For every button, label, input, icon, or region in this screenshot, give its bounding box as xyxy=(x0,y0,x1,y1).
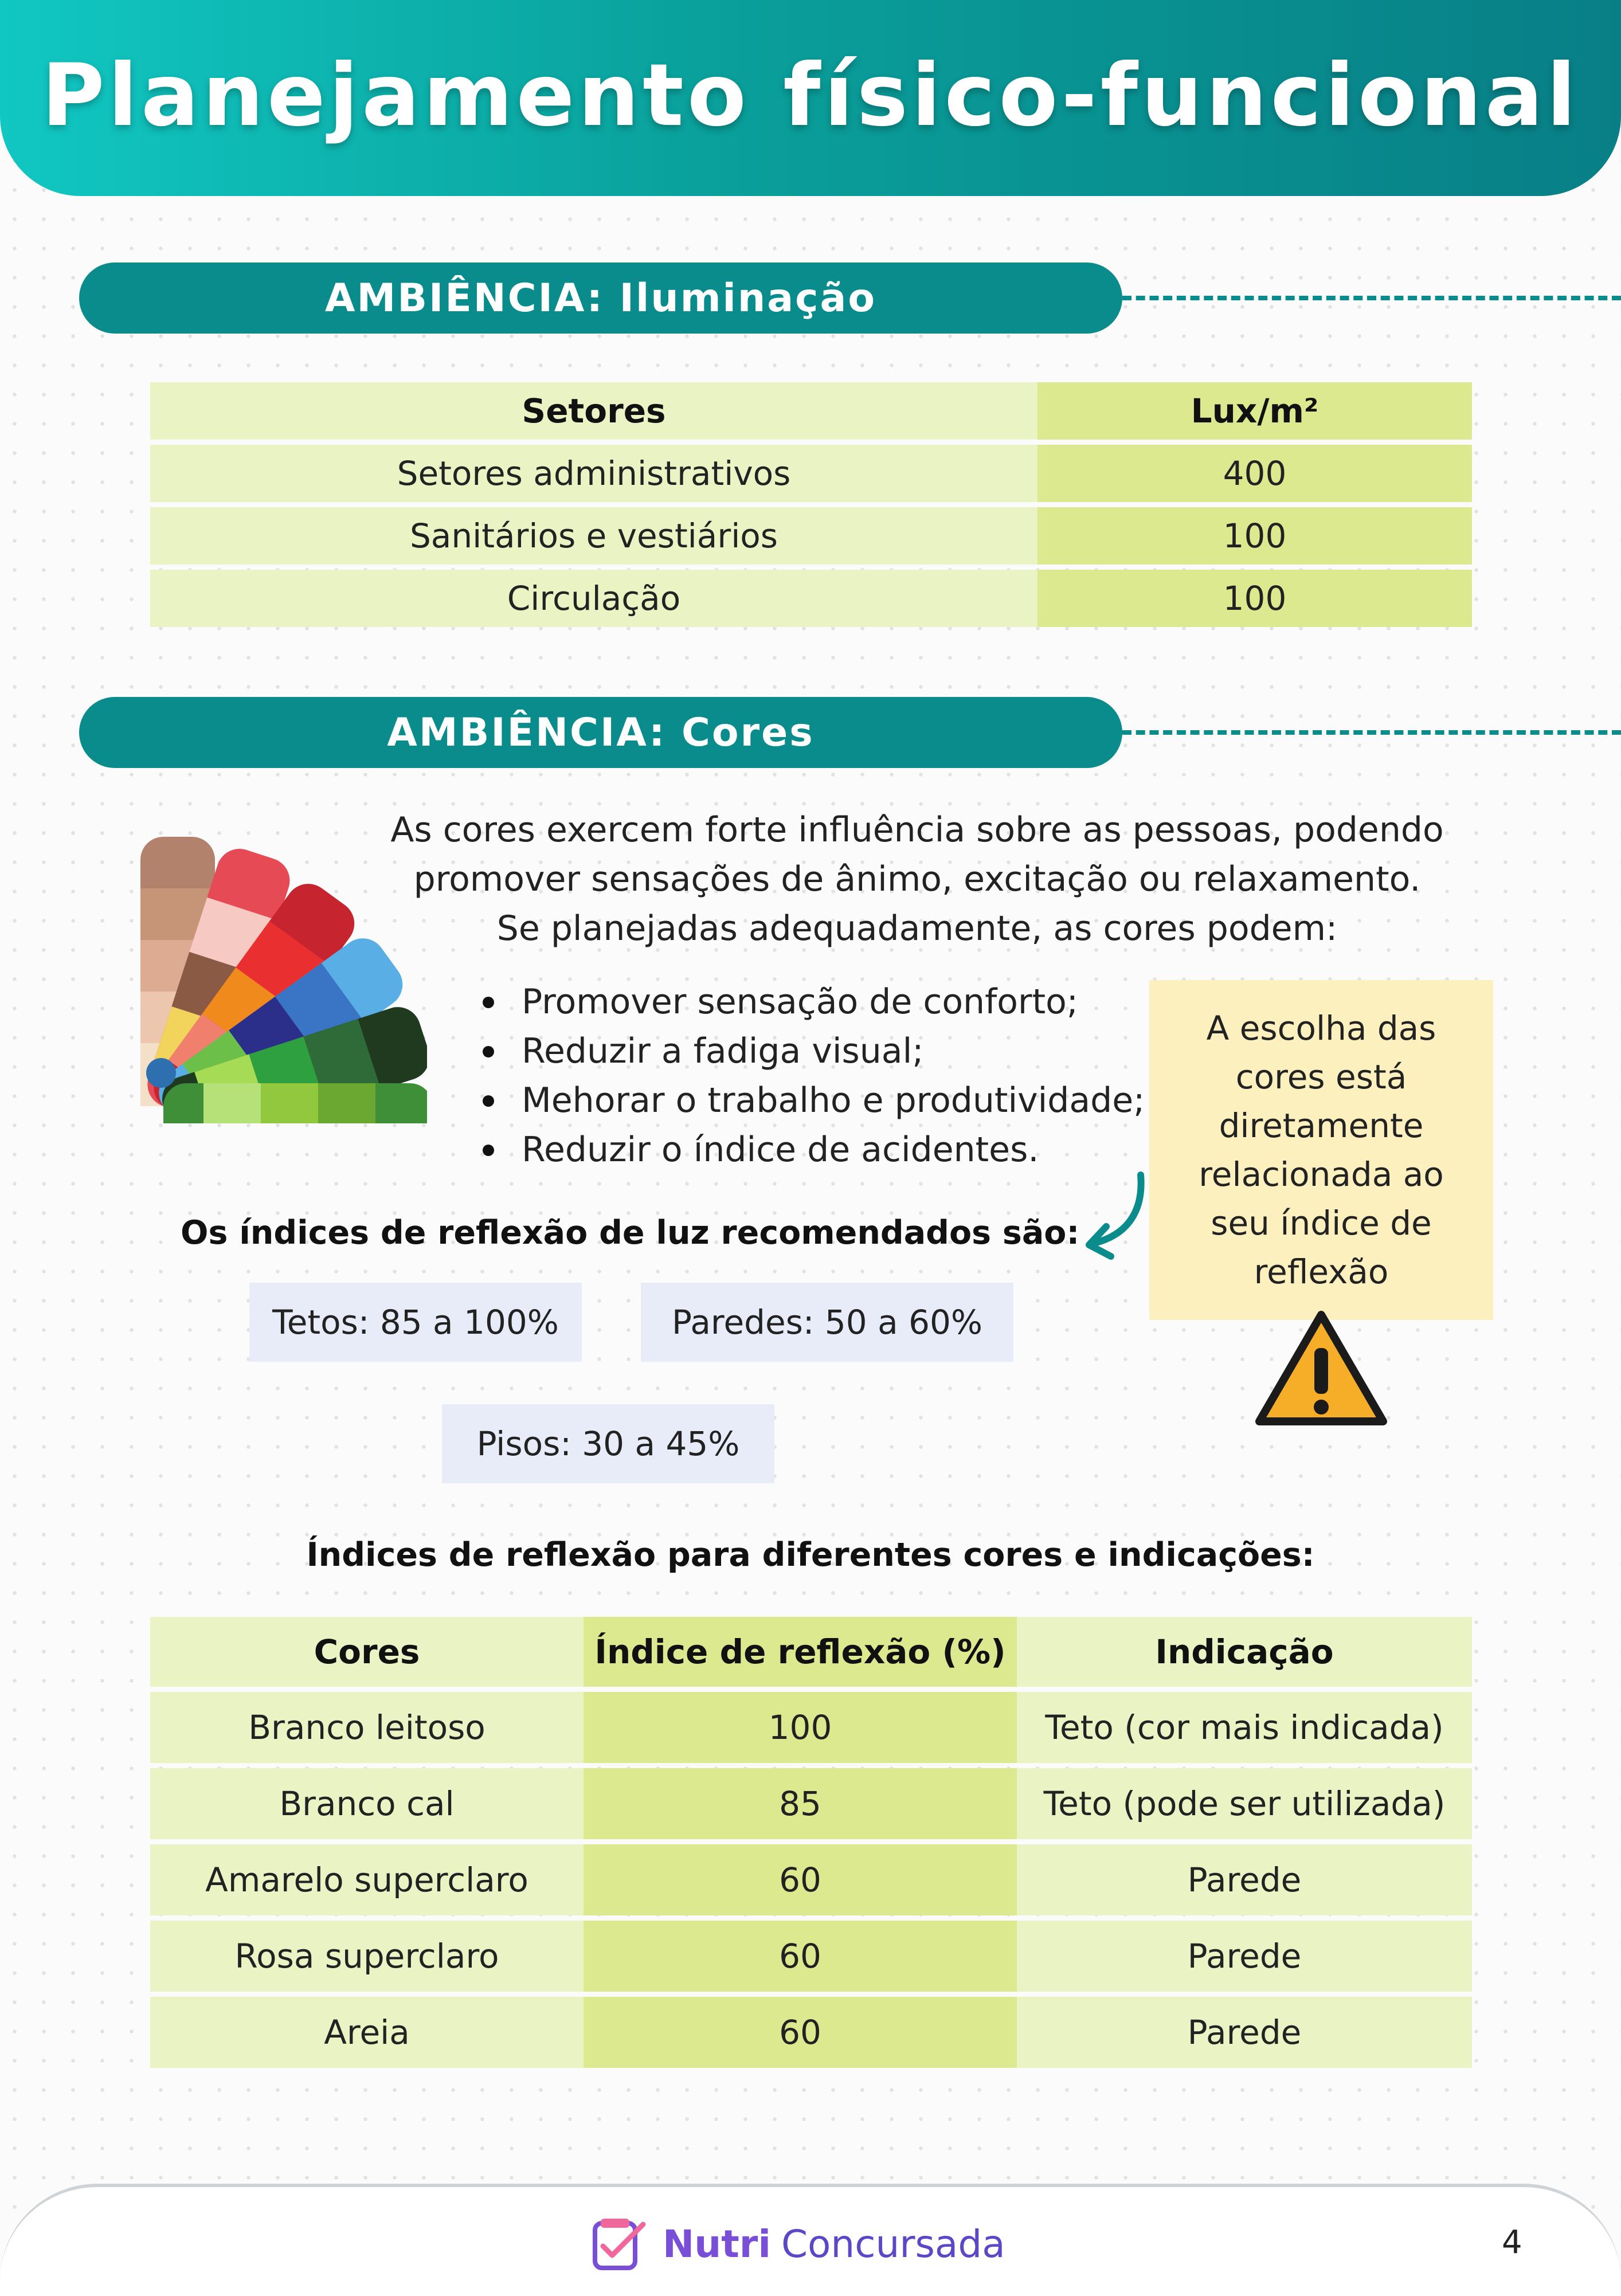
table-row xyxy=(150,1844,1472,1915)
table-cell: 60 xyxy=(584,1844,1017,1915)
table-cell: Areia xyxy=(150,1997,584,2068)
table-cell: 85 xyxy=(584,1768,1017,1839)
table-header-cell: Índice de reflexão (%) xyxy=(584,1617,1017,1687)
table-cell: Amarelo superclaro xyxy=(150,1844,584,1915)
table-row xyxy=(150,1997,1472,2068)
table-cell: Parede xyxy=(1017,1921,1472,1992)
table-cell: Setores administrativos xyxy=(150,445,1037,502)
curved-arrow-icon xyxy=(1078,1169,1158,1261)
brand-logo xyxy=(590,2215,1005,2273)
section-pill-lighting: AMBIÊNCIA: Iluminação xyxy=(79,262,1122,334)
color-palette-icon xyxy=(129,825,427,1123)
reflection-title: Os índices de reflexão de luz recomendados são: xyxy=(181,1214,1080,1252)
warning-icon xyxy=(1252,1307,1390,1433)
table-header-row xyxy=(150,382,1472,440)
table-header-text: Lux/m² xyxy=(1191,391,1319,430)
table-cell: 400 xyxy=(1037,445,1472,502)
table-cell: 60 xyxy=(584,1921,1017,1992)
table-cell: Branco leitoso xyxy=(150,1692,584,1763)
table-header-cell: Setores xyxy=(150,382,1037,440)
chip-walls: Paredes: 50 a 60% xyxy=(641,1283,1013,1362)
table-header-cell xyxy=(1037,382,1472,440)
table-cell: Teto (pode ser utilizada) xyxy=(1017,1768,1472,1839)
table-row xyxy=(150,507,1472,565)
colors-table-title: Índices de reflexão para diferentes cores e indicações: xyxy=(306,1536,1315,1574)
table-header-row xyxy=(150,1617,1472,1687)
table-cell: Teto (cor mais indicada) xyxy=(1017,1692,1472,1763)
lighting-table xyxy=(150,377,1472,632)
section-pill-colors: AMBIÊNCIA: Cores xyxy=(79,697,1122,768)
colors-table xyxy=(150,1612,1472,2073)
brand-name-part1: Nutri xyxy=(663,2221,771,2266)
table-header-cell: Indicação xyxy=(1017,1617,1472,1687)
table-row xyxy=(150,1768,1472,1839)
chip-floors: Pisos: 30 a 45% xyxy=(442,1404,774,1483)
table-row xyxy=(150,1921,1472,1992)
table-cell: Parede xyxy=(1017,1844,1472,1915)
intro-paragraph: As cores exercem forte influência sobre as pessoas, podendo promover sensações de ânimo, excitação ou relaxamento. Se planejadas adequadamente, as cores podem: xyxy=(390,810,1444,949)
checklist-logo-icon xyxy=(590,2215,648,2273)
chip-ceilings: Tetos: 85 a 100% xyxy=(249,1283,582,1362)
benefits-list xyxy=(470,977,1145,1174)
page-header xyxy=(0,0,1621,196)
table-cell: Circulação xyxy=(150,570,1037,627)
page-title: Planejamento físico-funcional xyxy=(41,46,1580,146)
table-header-cell: Cores xyxy=(150,1617,584,1687)
brand-name-part2: Concursada xyxy=(781,2221,1005,2266)
table-cell: 100 xyxy=(1037,507,1472,565)
table-row xyxy=(150,1692,1472,1763)
table-cell: 100 xyxy=(584,1692,1017,1763)
table-cell: 60 xyxy=(584,1997,1017,2068)
list-item: Mehorar o trabalho e produtividade; xyxy=(470,1076,1145,1125)
list-item: Reduzir a fadiga visual; xyxy=(470,1026,1145,1076)
list-item: Reduzir o índice de acidentes. xyxy=(470,1125,1145,1174)
table-cell: Sanitários e vestiários xyxy=(150,507,1037,565)
table-cell: Rosa superclaro xyxy=(150,1921,584,1992)
section-divider xyxy=(1122,296,1621,300)
note-text: A escolha das cores está diretamente relacionada ao seu índice de reflexão xyxy=(1199,1008,1444,1291)
table-row xyxy=(150,570,1472,627)
page-number: 4 xyxy=(1502,2224,1522,2261)
table-row xyxy=(150,445,1472,502)
table-cell: Branco cal xyxy=(150,1768,584,1839)
note-box xyxy=(1149,980,1493,1320)
table-cell: Parede xyxy=(1017,1997,1472,2068)
section-divider xyxy=(1122,730,1621,735)
table-cell: 100 xyxy=(1037,570,1472,627)
list-item: Promover sensação de conforto; xyxy=(470,977,1145,1026)
